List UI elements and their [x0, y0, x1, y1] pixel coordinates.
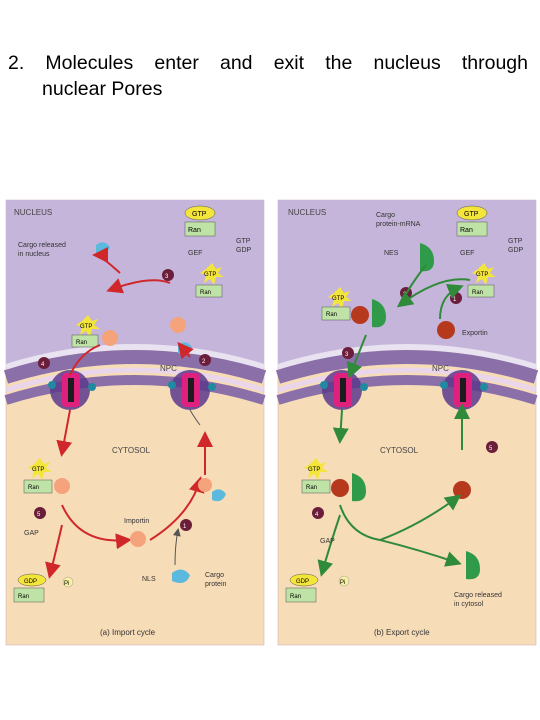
svg-text:NLS: NLS — [142, 576, 156, 583]
ran-gdp-icon — [286, 574, 318, 602]
svg-text:Ran: Ran — [290, 594, 302, 600]
exportin-icon — [437, 321, 455, 339]
svg-text:GAP: GAP — [24, 530, 39, 537]
svg-text:1: 1 — [453, 297, 457, 303]
svg-text:4: 4 — [41, 362, 45, 368]
svg-text:1: 1 — [183, 524, 187, 530]
svg-text:Ran: Ran — [18, 594, 30, 600]
heading-line-1: 2. Molecules enter and exit the nucleus through — [8, 52, 528, 74]
nucleus-label-b: NUCLEUS — [288, 208, 327, 217]
svg-text:Ran: Ran — [326, 312, 338, 318]
npc-label-b: NPC — [432, 364, 449, 373]
svg-text:Importin: Importin — [124, 518, 150, 525]
svg-text:GTP: GTP — [476, 272, 489, 278]
svg-text:GTP: GTP — [332, 296, 345, 302]
svg-text:4: 4 — [315, 512, 319, 518]
panel-export — [278, 200, 536, 645]
svg-text:GDP: GDP — [296, 579, 310, 585]
cargo-protein-label: Cargo protein — [205, 572, 227, 588]
svg-text:Pi: Pi — [340, 580, 346, 586]
cargo-released-cytosol: Cargo released in cytosol — [454, 592, 502, 608]
svg-text:3: 3 — [165, 274, 169, 280]
svg-text:2: 2 — [202, 359, 206, 365]
exportin-icon — [453, 481, 471, 499]
svg-text:GDP: GDP — [24, 579, 38, 585]
svg-text:GTP: GTP — [32, 467, 45, 473]
svg-text:NES: NES — [384, 250, 399, 257]
svg-text:GTP: GTP — [204, 272, 217, 278]
nucleus-label-a: NUCLEUS — [14, 208, 53, 217]
svg-text:Ran: Ran — [200, 290, 212, 296]
svg-text:Exportin: Exportin — [462, 330, 488, 337]
svg-text:Ran: Ran — [188, 227, 201, 234]
svg-text:Ran: Ran — [472, 290, 484, 296]
svg-text:Ran: Ran — [460, 227, 473, 234]
svg-text:GTP: GTP — [80, 324, 93, 330]
svg-text:Pi: Pi — [64, 581, 70, 587]
ran-gdp-icon — [14, 574, 46, 602]
nuclear-transport-figure — [0, 195, 540, 650]
svg-text:Ran: Ran — [306, 485, 318, 491]
svg-text:Ran: Ran — [28, 485, 40, 491]
cytosol-label-b: CYTOSOL — [380, 446, 419, 455]
cytosol-label-a: CYTOSOL — [112, 446, 151, 455]
panel-import — [6, 200, 264, 645]
svg-text:5: 5 — [37, 512, 41, 518]
svg-text:GTP: GTP — [464, 211, 479, 218]
svg-text:GEF: GEF — [460, 250, 475, 257]
npc-label-a: NPC — [160, 364, 177, 373]
svg-text:GTP: GTP — [308, 467, 321, 473]
gtp-gdp-label-b: GTP GDP — [508, 238, 524, 254]
svg-text:5: 5 — [489, 446, 493, 452]
svg-text:3: 3 — [345, 352, 349, 358]
caption-export: (b) Export cycle — [374, 628, 430, 637]
svg-text:GTP: GTP — [192, 211, 207, 218]
heading-line-2: nuclear Pores — [42, 78, 163, 100]
importin-icon — [130, 531, 146, 547]
svg-text:2: 2 — [403, 292, 407, 298]
caption-import: (a) Import cycle — [100, 628, 156, 637]
gtp-gdp-label-a: GTP GDP — [236, 238, 252, 254]
svg-text:GEF: GEF — [188, 250, 203, 257]
cargo-released-nucleus: Cargo released in nucleus — [18, 242, 66, 258]
svg-text:Ran: Ran — [76, 340, 88, 346]
cargo-mrna-label: Cargo protein-mRNA — [376, 212, 421, 228]
svg-text:GAP: GAP — [320, 538, 335, 545]
